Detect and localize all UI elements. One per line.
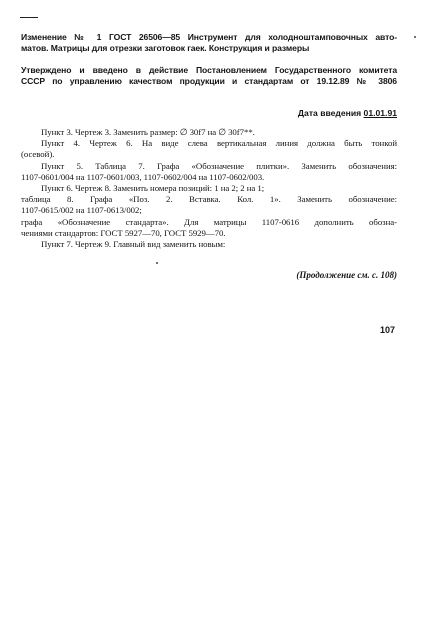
item-3: Пункт 3. Чертеж 3. Заменить размер: ∅ 30f7 на ∅ 30f7**. [41, 127, 255, 137]
continuation-note: (Продолжение см. с. 108) [296, 270, 397, 280]
page-number: 107 [380, 325, 396, 335]
item-6-line-1: Пункт 6. Чертеж 8. Заменить номера позиций: 1 на 2; 2 на 1; [41, 183, 265, 194]
approval-line-1: Утверждено и введено в действие Постановлением Государственного комитета [21, 65, 397, 75]
item-4-line-1: Пункт 4. Чертеж 6. На виде слева вертикальная линия должна быть тонкой [41, 138, 397, 149]
item-6-line-2: таблица 8. Графа «Поз. 2. Вставка. Кол. 1». Заменить обозначение: [21, 194, 397, 205]
approval-line-2: СССР по управлению качеством продукции и стандартам от 19.12.89 № 3806 [21, 76, 397, 86]
change-items [21, 127, 397, 250]
top-rule [20, 17, 38, 18]
title-line-2: матов. Матрицы для отрезки заготовок гаек. Конструкция и размеры [21, 43, 310, 53]
approval-statement [21, 65, 397, 87]
item-7: Пункт 7. Чертеж 9. Главный вид заменить новым: [41, 239, 226, 250]
title-line-1: Изменение № 1 ГОСТ 26506—85 Инструмент для холодноштамповочных авто- [21, 32, 397, 42]
date-value: 01.01.91 [363, 108, 397, 118]
item-5-line-1: Пункт 5. Таблица 7. Графа «Обозначение плитки». Заменить обозначения: [41, 160, 397, 171]
scan-speck [414, 36, 416, 38]
item-5-line-2: 1107-0601/004 на 1107-0601/003, 1107-0602/004 на 1107-0602/003. [21, 171, 265, 182]
change-title [21, 32, 397, 54]
item-6-line-4: графа «Обозначение стандарта». Для матрицы 1107-0616 дополнить обозна- [21, 216, 397, 227]
effective-date [298, 108, 397, 118]
item-6-line-3: 1107-0615/002 на 1107-0613/002; [21, 205, 142, 216]
scan-speck [156, 262, 158, 264]
item-4-line-2: (осевой). [21, 149, 55, 160]
item-6-line-5: чениями стандартов: ГОСТ 5927—70, ГОСТ 5929—70. [21, 227, 226, 238]
date-label: Дата введения [297, 108, 362, 118]
